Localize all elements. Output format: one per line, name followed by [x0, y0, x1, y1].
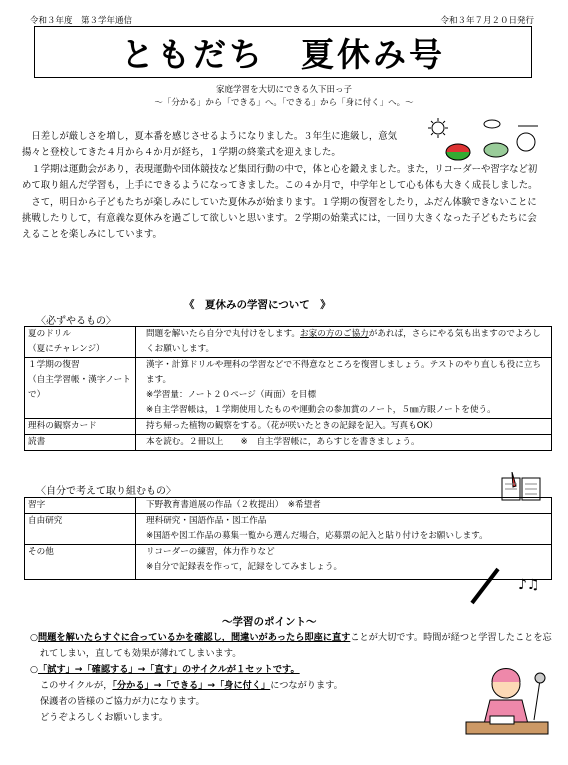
row-text: 理科研究・国語作品・図工作品: [146, 516, 267, 526]
point-2-underlined: 「試す」→「確認する」→「直す」のサイクルが１セットです。: [38, 664, 300, 675]
intro-paragraph-2: １学期は運動会があり，表現運動や団体競技など集団行動の中で，体と心を鍛えました。また，リコーダーや習字など初めて取り組んだ学習も，上手にできるようになってきました。この４か月で，中学年として心も体も大きく成長しました。: [22, 163, 538, 192]
row-text: 持ち帰った植物の観察をする。（花が咲いたときの記録を記入。写真もOK）: [136, 419, 552, 435]
issue-date: 令和３年７月２０日発行: [440, 16, 534, 26]
row-text: ※学習量：ノート２０ページ（両面）を目標: [146, 390, 317, 400]
title-box: [34, 26, 532, 78]
row-label: 自由研究: [25, 514, 136, 545]
point-3-text: このサイクルが，: [40, 680, 113, 691]
row-text: ※自主学習帳は，１学期使用したものや運動会の参加賞のノート，５㎜方眼ノートを使う。: [146, 405, 496, 415]
table-row: [25, 498, 552, 514]
issue-label: 令和３年度 第３学年通信: [30, 16, 133, 26]
point-5-text: どうぞよろしくお願いします。: [40, 712, 168, 723]
table-row: [25, 419, 552, 435]
svg-text:♪♫: ♪♫: [518, 577, 540, 593]
row-text: ※自分で記録表を作って，記録をしてみましょう。: [146, 562, 343, 572]
row-label: その他: [25, 545, 136, 580]
point-3-text: につながります。: [270, 680, 343, 691]
row-label: 理科の観察カード: [25, 419, 136, 435]
row-label: 習字: [25, 498, 136, 514]
intro-paragraph-3: さて，明日から子どもたちが楽しみにしていた夏休みが始まります。１学期の復習をしたり，ふだん体験できないことに挑戦したりして，有意義な夏休みを過ごして欲しいと思います。２学期の始業式には，一回り大きくなった子どもたちに会えることを楽しみにしています。: [22, 196, 537, 241]
row-label: １学期の復習: [28, 360, 80, 370]
row-text: 本を読む。２冊以上 ※ 自主学習帳に，あらすじを書きましょう。: [136, 435, 552, 451]
subtitle-1: 家庭学習を大切にできる久下田っ子: [215, 85, 352, 95]
point-1-underlined: 問題を解いたらすぐに合っているかを確認し，間違いがあったら即座に直す: [38, 632, 351, 643]
point-3-underlined: 「分かる」→「できる」→「身に付く」: [112, 680, 271, 691]
table-row: [25, 327, 552, 358]
intro-paragraph-1: 日差しが厳しさを増し，夏本番を感じさせるようになりました。３年生に進級し，意気揚々と登校してきた４月から４か月が経ち，１学期の終業式を迎えました。: [22, 131, 398, 159]
row-text: 問題を解いたら自分で丸付けをします。: [146, 329, 301, 339]
points-heading: ～学習のポイント～: [222, 616, 317, 628]
recorder-icon: [468, 565, 548, 605]
row-sublabel: （夏にチャレンジ）: [28, 344, 105, 354]
row-text: 漢字・計算ドリルや理科の学習などで不得意なところを復習しましょう。テストのやり直しも役に立ちます。: [146, 360, 541, 385]
row-text: があれば，さらにやる気も出ますのでよろしくお願いします。: [146, 329, 541, 354]
must-caption: 〈必ずやるもの〉: [36, 316, 116, 327]
studying-girl-illustration: [460, 660, 554, 740]
points-text: ○問題を解いたらすぐに合っているかを確認し，間違いがあったら即座に直すことが大切です。時間が経つと学習したことを忘れてしまい，直しても効果が薄れてしまいます。 ○「試す」→「確認する」→「直す」のサイクルが１セットです。 このサイクルが，「分かる」→「できる」→「身に付く」につながります。 保護者の皆様のご協力が力になります。 どうぞよろしくお願いします。: [30, 630, 450, 726]
page-title: ともだち 夏休み号: [121, 34, 445, 74]
table-row: [25, 435, 552, 451]
choose-caption: 〈自分で考えて取り組むもの〉: [36, 486, 176, 497]
point-1-text: ことが大切です。時間が経つと学習したことを忘れてしまい，直しても効果が薄れてしまいます。: [40, 632, 552, 659]
row-sublabel: （自主学習帳・漢字ノートで）: [28, 375, 131, 400]
section-heading: 《 夏休みの学習について 》: [184, 299, 331, 311]
point-4-text: 保護者の皆様のご協力が力になります。: [40, 696, 205, 707]
row-label: 読書: [25, 435, 136, 451]
row-label: 夏のドリル: [28, 329, 71, 339]
table-row: [25, 358, 552, 419]
table-row: [25, 514, 552, 545]
row-text: リコーダーの練習，体力作りなど: [146, 547, 275, 557]
subtitle-2: ～「分かる」から「できる」へ。「できる」から「身に付く」へ。～: [154, 98, 414, 108]
row-text: ※国語や図工作品の募集一覧から選んだ場合，応募票の記入と貼り付けをお願いします。: [146, 531, 488, 541]
row-text-underlined: お家の方のご協力: [300, 329, 369, 339]
intro-text: [22, 129, 542, 244]
row-text: 下野教育書道展の作品（２枚提出） ※希望者: [136, 498, 552, 514]
must-table: [24, 326, 552, 451]
